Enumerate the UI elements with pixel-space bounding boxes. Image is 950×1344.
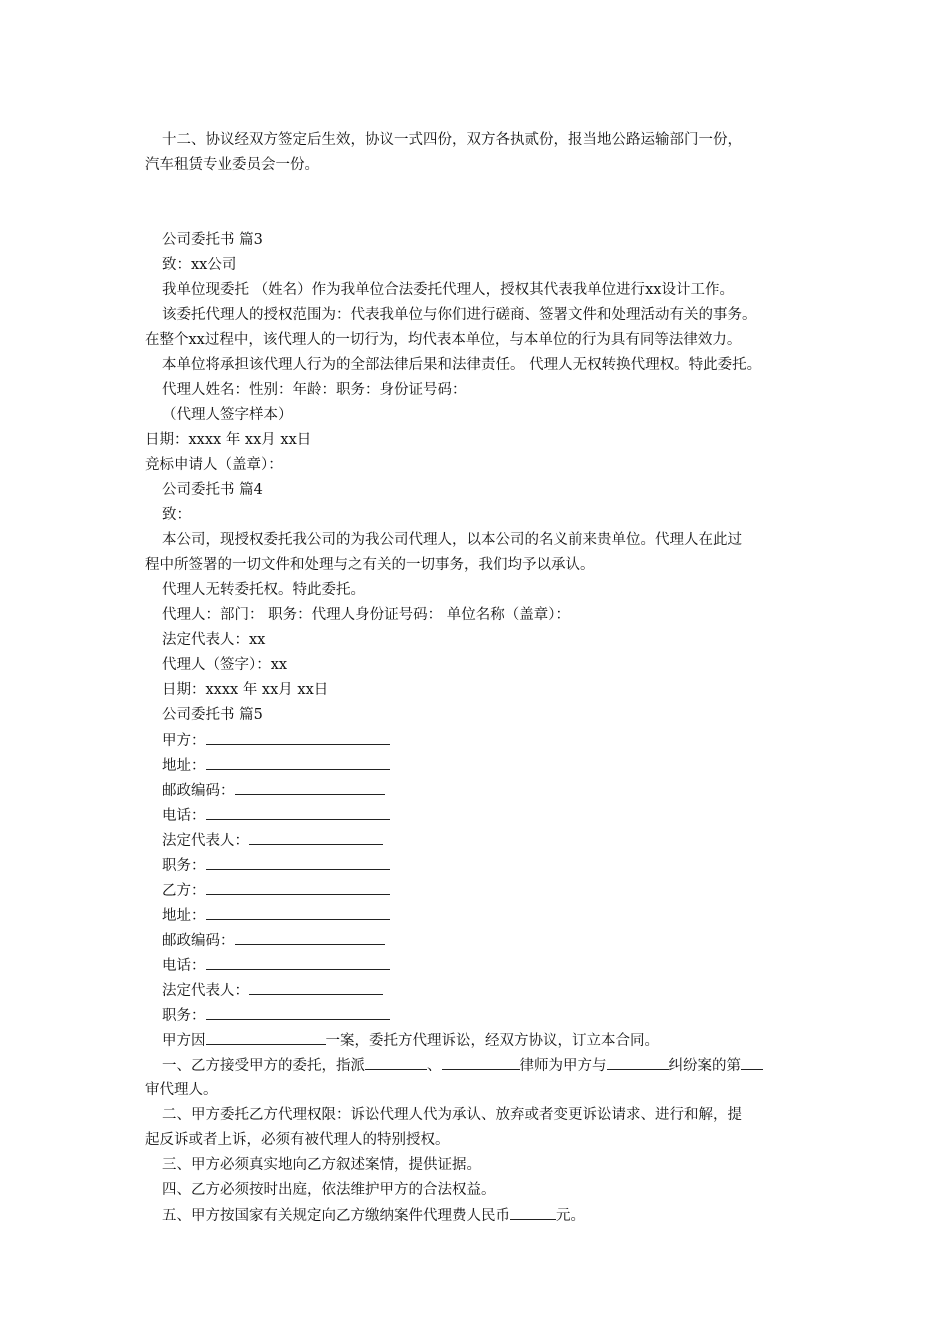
clause-line: 四、乙方必须按时出庭，依法维护甲方的合法权益。 [162, 1182, 496, 1198]
form-field: 电话： [162, 955, 390, 976]
text-line: 程中所签署的一切文件和处理与之有关的一切事务，我们均予以承认。 [145, 557, 595, 573]
section-heading: 公司委托书 篇5 [162, 707, 263, 723]
clause-line: 三、甲方必须真实地向乙方叙述案情，提供证据。 [162, 1157, 481, 1173]
text-line: 该委托代理人的授权范围为：代表我单位与你们进行磋商、签署文件和处理活动有关的事务。 [162, 307, 757, 323]
form-field: 电话： [162, 805, 390, 826]
blank-line [206, 905, 390, 920]
blank-line [206, 955, 390, 970]
form-field: 法定代表人： [162, 980, 383, 1001]
section-heading: 公司委托书 篇4 [162, 482, 263, 498]
section-heading: 公司委托书 篇3 [162, 232, 263, 248]
blank-line [510, 1205, 556, 1220]
blank-line [206, 880, 390, 895]
text-line: 日期：xxxx 年 xx月 xx日 [145, 432, 312, 448]
form-field: 地址： [162, 905, 390, 926]
blank-line [741, 1055, 763, 1070]
blank-line [206, 730, 390, 745]
blank-line [249, 980, 383, 995]
text-line: 我单位现委托 （姓名）作为我单位合法委托代理人，授权其代表我单位进行xx设计工作。 [162, 282, 734, 298]
text-line: 汽车租赁专业委员会一份。 [145, 157, 319, 173]
text-line: 致：xx公司 [162, 257, 237, 273]
blank-line [607, 1055, 669, 1070]
text-line: 在整个xx过程中，该代理人的一切行为，均代表本单位，与本单位的行为具有同等法律效力。 [145, 332, 742, 348]
clause-line: 五、甲方按国家有关规定向乙方缴纳案件代理费人民币 元。 [162, 1205, 585, 1226]
text-line: 本单位将承担该代理人行为的全部法律后果和法律责任。 代理人无权转换代理权。特此委托。 [162, 357, 762, 373]
text-line: 十二、协议经双方签定后生效，协议一式四份，双方各执贰份，报当地公路运输部门一份， [162, 132, 742, 148]
blank-line [249, 830, 383, 845]
blank-line [235, 930, 385, 945]
text-line: 代理人：部门： 职务：代理人身份证号码： 单位名称（盖章）： [162, 607, 570, 623]
text-line: （代理人签字样本） [162, 407, 293, 423]
form-field: 地址： [162, 755, 390, 776]
text-line: 竞标申请人（盖章）： [145, 457, 283, 473]
form-field: 邮政编码： [162, 780, 385, 801]
clause-line: 一、乙方接受甲方的委托，指派 、 律师为甲方与 纠纷案的第 [162, 1055, 763, 1076]
form-field: 邮政编码： [162, 930, 385, 951]
blank-line [235, 780, 385, 795]
text-line: 日期：xxxx 年 xx月 xx日 [162, 682, 329, 698]
blank-line [206, 1005, 390, 1020]
text-line: 法定代表人：xx [162, 632, 266, 648]
blank-line [365, 1055, 427, 1070]
text-line: 代理人无转委托权。特此委托。 [162, 582, 365, 598]
text-line: 致： [162, 507, 191, 523]
form-field: 甲方： [162, 730, 390, 751]
text-line: 代理人（签字）：xx [162, 657, 288, 673]
blank-line [206, 855, 390, 870]
blank-line [206, 755, 390, 770]
blank-line [442, 1055, 520, 1070]
form-field: 乙方： [162, 880, 390, 901]
clause-line: 二、甲方委托乙方代理权限：诉讼代理人代为承认、放弃或者变更诉讼请求、进行和解，提 [162, 1107, 742, 1123]
form-field: 职务： [162, 1005, 390, 1026]
clause-line: 起反诉或者上诉，必须有被代理人的特别授权。 [145, 1132, 450, 1148]
clause-line: 甲方因 一案，委托方代理诉讼，经双方协议，订立本合同。 [162, 1030, 659, 1051]
form-field: 法定代表人： [162, 830, 383, 851]
form-field: 职务： [162, 855, 390, 876]
text-line: 本公司，现授权委托我公司的为我公司代理人，以本公司的名义前来贵单位。代理人在此过 [162, 532, 742, 548]
blank-line [206, 805, 390, 820]
blank-line [206, 1030, 326, 1045]
text-line: 代理人姓名：性别：年龄：职务：身份证号码： [162, 382, 467, 398]
clause-line: 审代理人。 [145, 1082, 218, 1098]
